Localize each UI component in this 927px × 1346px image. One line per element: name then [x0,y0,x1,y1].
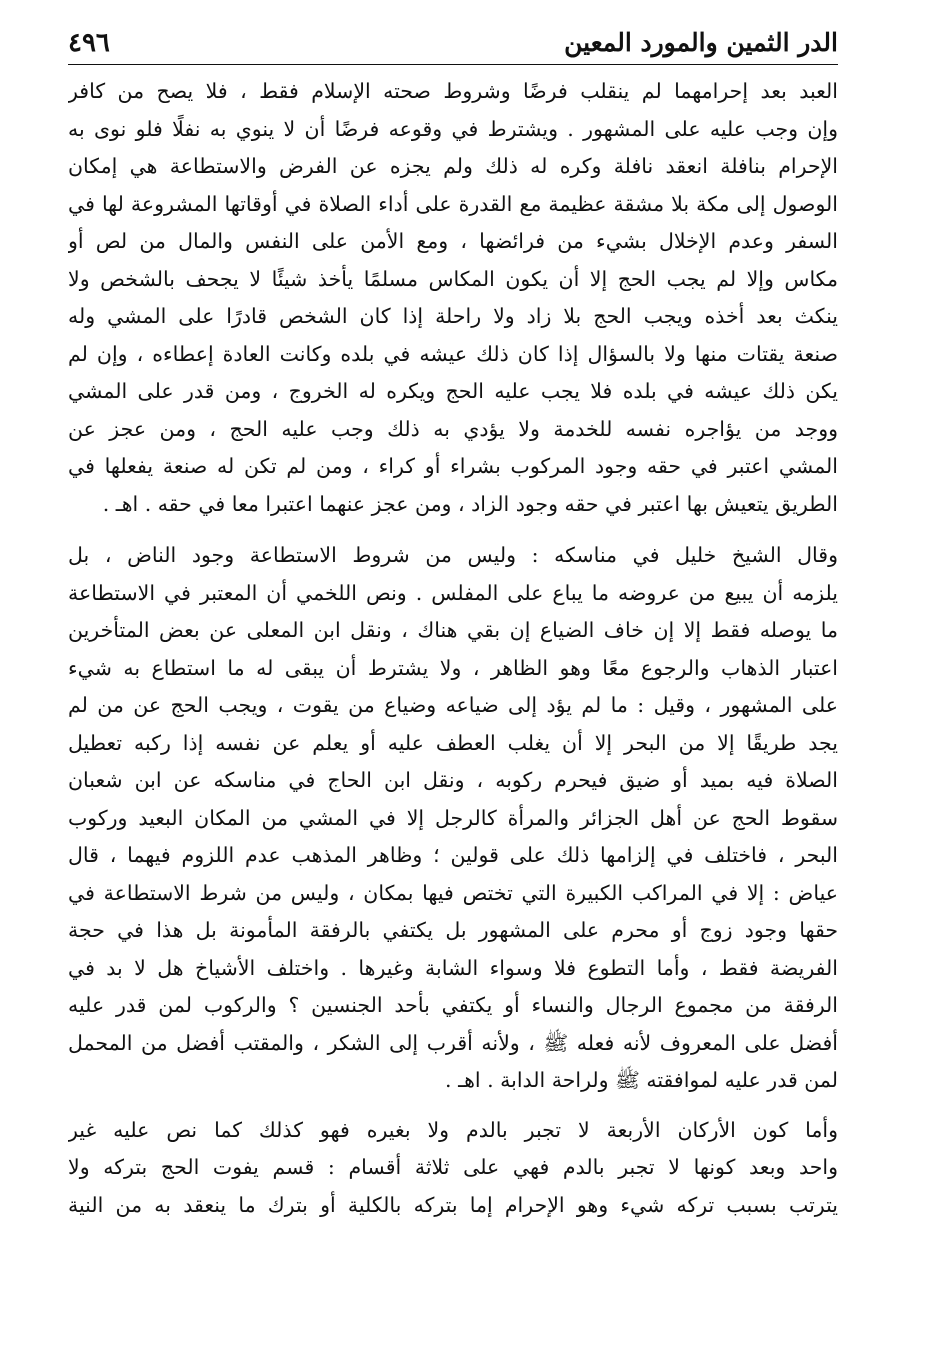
text-line: البحر ، فاختلف في إلزامها ذلك على قولين ؛ وظاهر المذهب عدم اللزوم فيهما ، قال [68,843,838,867]
text-line: الرفقة من مجموع الرجال والنساء أو يكتفي بأحد الجنسين ؟ والركوب لمن قدر عليه [68,993,838,1017]
text-line: الصلاة فيه بميد أو ضيق فيحرم ركوبه ، ونقل ابن الحاج في مناسكه عن ابن شعبان [68,768,838,792]
text-line: يترتب بسبب تركه شيء وهو الإحرام إما بتركه بالكلية أو بترك ما ينعقد به من النية [68,1192,838,1217]
text-line: عياض : إلا في المراكب الكبيرة التي تختص فيها بمكان ، وليس من شرط الاستطاعة في [68,880,838,905]
text-line: الإحرام بنافلة انعقد نافلة وكره له ذلك ولم يجزه عن الفرض والاستطاعة هي إمكان [68,154,838,178]
text-line: وأما كون الأركان الأربعة لا تجبر بالدم ولا بغيره فهو كذلك كما نص عليه غير [68,1117,838,1142]
text-line: سقوط الحج عن أهل الجزائر والمرأة كالرجل إلا في المشي من المكان البعيد وركوب [68,805,838,830]
text-line: العبد بعد إحرامهما لم ينقلب فرضًا وشروط صحته الإسلام فقط ، فلا يصح من كافر [68,79,838,103]
text-line: وقال الشيخ خليل في مناسكه : وليس من شروط الاستطاعة وجود الناض ، بل [68,543,838,567]
text-line: ينكث بعد أخذه ويجب الحج بلا زاد ولا راحلة إذا كان الشخص قادرًا على المشي وله [68,304,838,328]
text-line: الوصول إلى مكة بلا مشقة عظيمة مع القدرة على أداء الصلاة في أوقاتها المشروعة لها في [68,191,838,216]
text-line: اعتبار الذهاب والرجوع معًا وهو الظاهر ، ولا يشترط أن يبقى له ما استطاع به شيء [68,655,838,680]
text-line: صنعة يقتات منها ولا بالسؤال إذا كان ذلك عيشه في بلده وكانت العادة إعطاءه ، وإن لم [68,341,838,366]
paragraph-2 [68,537,838,1100]
text-line: السفر وعدم الإخلال بشيء من فرائضها ، ومع الأمن على النفس والمال من لص أو [68,229,838,253]
text-line: يكن ذلك عيشه في بلده فلا يجب عليه الحج ويكره له الخروج ، ومن قدر على المشي [68,379,838,403]
paragraph-3 [68,1112,838,1225]
paragraph-1 [68,73,838,523]
text-line: حقها وجود زوج أو محرم على المشهور بل يكتفي بالرفقة المأمونة بل هذا في حجة [68,918,838,942]
text-line: ما يوصله فقط إلا إن خاف الضياع إن بقي هناك ، ونقل ابن المعلى عن بعض المتأخرين [68,618,838,642]
text-line: واحد وبعد كونها لا تجبر بالدم فهي على ثلاثة أقسام : قسم يفوت الحج بتركه ولا [68,1155,838,1179]
page-number: ٤٩٦ [68,28,110,58]
book-title: الدر الثمين والمورد المعين [564,28,838,57]
text-line: المشي اعتبر في حقه وجود المركوب بشراء أو كراء ، ومن لم تكن له صنعة يفعلها في [68,454,838,478]
text-line: مكاس وإلا لم يجب الحج إلا أن يكون المكاس مسلمًا يأخذ شيئًا لا يجحف بالشخص ولا [68,266,838,291]
text-line: ووجد من يؤاجره نفسه للخدمة ولا يؤدي به ذلك وجب عليه الحج ، ومن عجز عن [68,416,838,441]
text-line: أفضل على المعروف لأنه فعله ﷺ ، ولأنه أقرب إلى الشكر ، والمقتب أفضل من المحمل [68,1030,838,1055]
text-line: لمن قدر عليه لموافقته ﷺ ولراحة الدابة . اهـ . [445,1068,838,1092]
text-line: الفريضة فقط ، وأما التطوع فلا وسواء الشابة وغيرها . واختلف الأشياخ هل لا بد في [68,955,838,980]
running-header [68,28,838,62]
text-line: وإن وجب عليه على المشهور . ويشترط في وقوعه فرضًا أن لا ينوي به نفلًا فلو نوى به [68,116,838,141]
text-line: على المشهور ، وقيل : ما لم يؤد إلى ضياعه وضياع من يقوت ، ويجب الحج عن من لم [68,693,838,717]
text-line: يجد طريقًا إلا من البحر إلا أن يغلب العطف عليه أو يعلم عن نفسه إذا ركبه تعطيل [68,730,838,755]
text-line: الطريق يتعيش بها اعتبر في حقه وجود الزاد ، ومن عجز عنهما اعتبرا معا في حقه . اهـ . [102,491,838,516]
text-line: يلزمه أن يبيع من عروضه ما يباع على المفلس . ونص اللخمي أن المعتبر في الاستطاعة [68,580,838,605]
book-page [68,28,838,1224]
header-rule [68,64,838,65]
